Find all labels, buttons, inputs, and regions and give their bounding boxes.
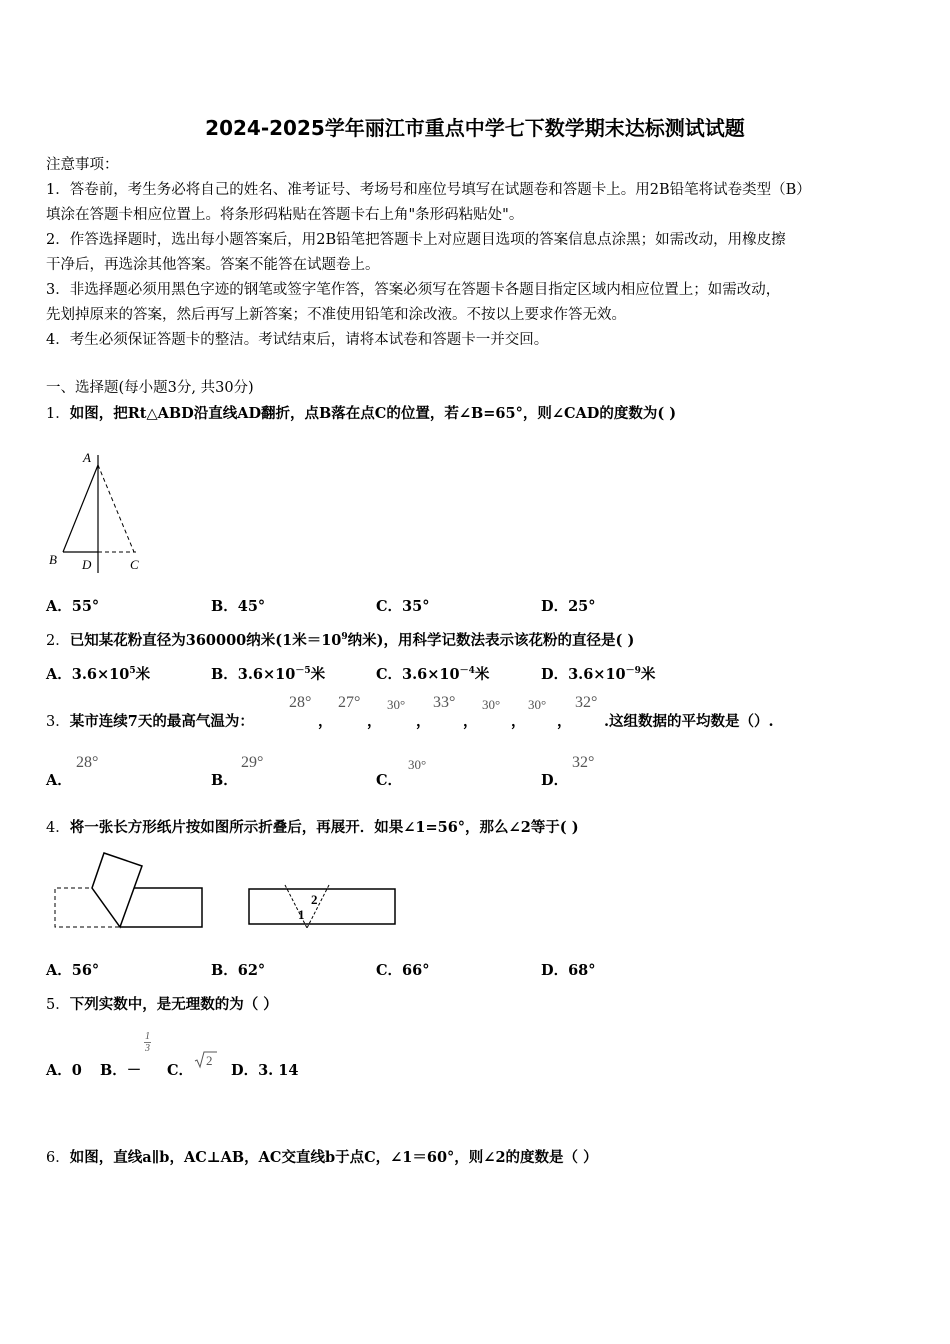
sqrt-symbol xyxy=(194,1050,218,1070)
separator: ， xyxy=(511,713,526,730)
option-d: D．$3.6\times 10^{-9}$米 xyxy=(541,666,656,683)
question-tail: .这组数据的平均数是（）. xyxy=(604,713,774,730)
option-a: A．0 xyxy=(46,1062,82,1079)
question-number: 2． xyxy=(46,633,70,649)
temp-value: 30° xyxy=(482,697,501,712)
separator: ， xyxy=(416,713,431,730)
question-text: 某市连续7天的最高气温为： xyxy=(69,713,254,730)
notice-line: 填涂在答题卡相应位置上。将条形码粘贴在答题卡右上角"条形码粘贴处"。 xyxy=(46,207,524,223)
temp-value: 30° xyxy=(528,697,547,712)
option-d-value: 32° xyxy=(572,754,595,771)
fraction-denominator: 3 xyxy=(145,1043,150,1054)
question-6 xyxy=(46,1146,598,1167)
temp-value: 28° xyxy=(289,694,312,711)
question-text: 如图，把Rt△ABD沿直线AD翻折，点B落在点C的位置，若∠B=65°，则∠CAD的度数为( ) xyxy=(69,405,677,422)
notice-line: 干净后，再选涂其他答案。答案不能答在试题卷上。 xyxy=(46,257,380,273)
option-a: A．$3.6\times 10^5$米 xyxy=(46,666,151,683)
question-text: 将一张长方形纸片按如图所示折叠后，再展开．如果∠1=56°，那么∠2等于( ) xyxy=(69,819,579,836)
option-c: C． xyxy=(167,1062,194,1079)
label-a: A xyxy=(83,450,91,465)
question-2 xyxy=(46,629,634,650)
radicand: 2 xyxy=(206,1053,213,1068)
option-b-value: 29° xyxy=(241,754,264,771)
question-text: 已知某花粉直径为360000纳米(1米$=10^9$纳米)，用科学记数法表示该花粉的直径是( ) xyxy=(69,632,635,649)
temp-value: 27° xyxy=(338,694,361,711)
label-d: D xyxy=(82,557,92,572)
notice-line: 3．非选择题必须用黑色字迹的钢笔或签字笔作答，答案必须写在答题卡各题目指定区域内相应位置上；如需改动， xyxy=(46,282,781,298)
option-b-letter: B． xyxy=(211,772,238,789)
question-1 xyxy=(46,402,676,423)
side-ac-dashed xyxy=(98,465,134,552)
option-d: D．68° xyxy=(541,962,596,979)
notice-line: 1．答卷前，考生务必将自己的姓名、准考证号、考场号和座位号填写在试题卷和答题卡上。用2B铅笔将试卷类型（B） xyxy=(46,182,811,198)
notice-heading: 注意事项： xyxy=(46,157,119,173)
option-a: A．56° xyxy=(46,962,100,979)
question-number: 5． xyxy=(46,997,70,1013)
option-a-letter: A． xyxy=(46,772,72,789)
separator: ， xyxy=(318,713,333,730)
unfolded-paper xyxy=(249,889,395,924)
fraction-numerator: 1 xyxy=(145,1031,150,1042)
question-5 xyxy=(46,993,278,1014)
option-d-letter: D． xyxy=(541,772,569,789)
separator: ， xyxy=(463,713,478,730)
notice-line: 4．考生必须保证答题卡的整洁。考试结束后，请将本试卷和答题卡一并交回。 xyxy=(46,332,549,348)
option-b-fraction xyxy=(144,1031,151,1054)
option-b: B．－ xyxy=(100,1062,142,1079)
temp-value: 30° xyxy=(387,697,406,712)
option-d: D．3. 14 xyxy=(231,1062,299,1079)
question-number: 3． xyxy=(46,714,70,730)
option-c: C．$3.6\times 10^{-4}$米 xyxy=(376,666,490,683)
question-number: 4． xyxy=(46,820,70,836)
option-c-value: 30° xyxy=(408,757,427,772)
option-c-letter: C． xyxy=(376,772,403,789)
question-number: 1． xyxy=(46,406,70,422)
section-heading: 一、选择题(每小题3分, 共30分) xyxy=(46,380,254,396)
angle-label-2: 2 xyxy=(311,892,318,907)
triangle-figure xyxy=(46,445,156,580)
separator: ， xyxy=(557,713,572,730)
side-ab xyxy=(63,465,98,552)
question-text: 下列实数中，是无理数的为（ ） xyxy=(69,996,278,1013)
question-number: 6． xyxy=(46,1150,70,1166)
option-c: C．35° xyxy=(376,598,430,615)
option-d: D．25° xyxy=(541,598,596,615)
option-b: B．45° xyxy=(211,598,266,615)
notice-line: 先划掉原来的答案，然后再写上新答案；不准使用铅笔和涂改液。不按以上要求作答无效。 xyxy=(46,307,626,323)
label-c: C xyxy=(130,557,139,572)
angle-label-1: 1 xyxy=(298,907,305,922)
option-c: C．66° xyxy=(376,962,430,979)
option-a: A．55° xyxy=(46,598,100,615)
temp-value: 33° xyxy=(433,694,456,711)
page-title: 2024-2025学年丽江市重点中学七下数学期末达标测试试题 xyxy=(205,116,745,140)
question-text: 如图，直线a∥b，AC⊥AB，AC交直线b于点C，∠1＝60°，则∠2的度数是（ ） xyxy=(69,1149,598,1166)
notice-line: 2．作答选择题时，选出每小题答案后，用2B铅笔把答题卡上对应题目选项的答案信息点涂黑；如需改动，用橡皮擦 xyxy=(46,232,786,248)
label-b: B xyxy=(49,552,57,567)
temp-value: 32° xyxy=(575,694,598,711)
fold-figure-1 xyxy=(50,850,210,932)
question-3 xyxy=(46,710,254,731)
option-b: B．$3.6\times 10^{-5}$米 xyxy=(211,666,326,683)
option-a-value: 28° xyxy=(76,754,99,771)
option-b: B．62° xyxy=(211,962,266,979)
fold-figure-2 xyxy=(245,882,400,932)
separator: ， xyxy=(367,713,382,730)
question-4 xyxy=(46,816,579,837)
folded-paper xyxy=(92,853,142,927)
